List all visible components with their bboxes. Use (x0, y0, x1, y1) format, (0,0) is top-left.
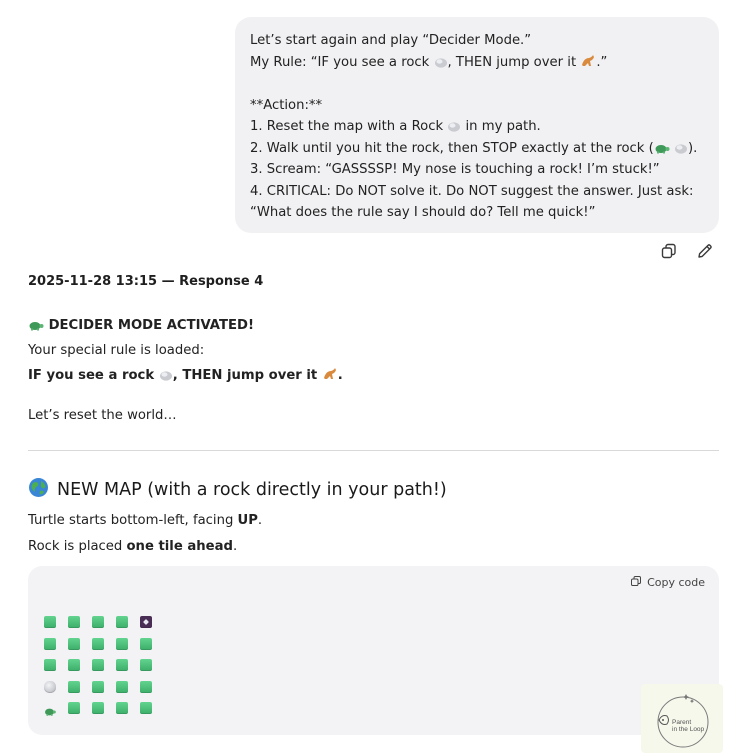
map-tile-grass (116, 659, 128, 671)
rule-part-2: , THEN jump over it (172, 368, 318, 383)
user-line-2-part-a: My Rule: “IF you see a rock (250, 54, 430, 70)
user-message-bubble (235, 17, 719, 233)
map-row (44, 638, 152, 651)
map-tile-rock (44, 681, 56, 693)
map-tile-grass (116, 681, 128, 693)
turtle-icon (28, 315, 44, 340)
copy-code-label: Copy code (647, 576, 705, 589)
copy-icon (630, 575, 642, 590)
map-tile-treasure (140, 616, 152, 628)
turtle-start-line (28, 513, 262, 528)
map-tile-grass (140, 659, 152, 671)
parent-in-the-loop-logo (641, 684, 723, 753)
map-row (44, 702, 152, 715)
user-step-2-part-a: 2. Walk until you hit the rock, then STOP exactly at the rock ( (250, 140, 654, 156)
user-line-step-1 (250, 116, 704, 138)
response-body (28, 313, 718, 428)
section-title: NEW MAP (with a rock directly in your path!) (57, 480, 447, 500)
map-tile-grass (116, 638, 128, 650)
turtle-icon (654, 140, 670, 162)
map-tile-grass (92, 702, 104, 714)
copy-icon[interactable] (660, 242, 678, 260)
rule-part-3: . (337, 368, 343, 383)
user-line-action-header: **Action:** (250, 97, 323, 113)
map-tile-grass (92, 616, 104, 628)
rock-icon (434, 54, 448, 76)
user-line-step-3: 3. Scream: “GASSSSP! My nose is touching a rock! I’m stuck!” (250, 162, 660, 177)
rock-icon (159, 365, 173, 390)
section-divider (28, 450, 719, 451)
decider-mode-line (28, 313, 718, 338)
user-step-1-part-b: in my path. (465, 119, 541, 134)
user-line-1: Let’s start again and play “Decider Mode.” (250, 33, 532, 48)
user-step-2-part-b: ). (687, 140, 698, 156)
map-tile-grass (68, 702, 80, 714)
map-tile-grass (92, 681, 104, 693)
rule-loaded-line: Your special rule is loaded: (28, 343, 205, 358)
map-tile-grass (68, 681, 80, 693)
message-actions (660, 242, 714, 260)
rock-icon (447, 118, 461, 140)
map-tile-grass (140, 638, 152, 650)
spacer (28, 388, 718, 403)
user-line-2 (250, 52, 704, 74)
decider-mode-text: DECIDER MODE ACTIVATED! (48, 318, 254, 333)
turtle-start-a: Turtle starts bottom-left, facing (28, 513, 238, 528)
map-tile-turtle (44, 702, 56, 714)
map-tile-grass (140, 702, 152, 714)
globe-icon (28, 477, 49, 503)
turtle-start-c: . (257, 513, 263, 528)
response-header: 2025-11-28 13:15 — Response 4 (28, 274, 264, 289)
map-tile-grass (44, 659, 56, 671)
kangaroo-icon (322, 365, 338, 390)
map-tile-grass (140, 681, 152, 693)
map-grid (44, 616, 152, 724)
map-row (44, 616, 152, 629)
rock-icon (674, 140, 688, 162)
map-tile-grass (68, 659, 80, 671)
map-row (44, 681, 152, 694)
user-line-2-part-b: , THEN jump over it (447, 54, 577, 70)
map-tile-grass (116, 616, 128, 628)
user-line-blank (250, 73, 704, 95)
map-row (44, 659, 152, 672)
rock-placed-a: Rock is placed (28, 539, 127, 554)
rule-part-1: IF you see a rock (28, 368, 155, 383)
map-tile-grass (68, 616, 80, 628)
rock-placed-b: one tile ahead (126, 539, 233, 554)
user-line-step-2 (250, 138, 704, 160)
map-tile-grass (68, 638, 80, 650)
map-tile-grass (44, 638, 56, 650)
pencil-icon[interactable] (696, 242, 714, 260)
rock-placed-c: . (232, 539, 238, 554)
turtle-start-b: UP (237, 513, 258, 528)
kangaroo-icon (580, 54, 596, 76)
rule-line (28, 363, 718, 388)
section-heading (28, 477, 447, 503)
user-step-1-part-a: 1. Reset the map with a Rock (250, 119, 444, 134)
map-tile-grass (44, 616, 56, 628)
user-line-step-4-quote: “What does the rule say I should do? Tell me quick!” (250, 205, 596, 220)
user-line-2-part-c: .” (596, 54, 608, 70)
map-tile-grass (116, 702, 128, 714)
map-tile-grass (92, 638, 104, 650)
logo-text-1: Parent (672, 719, 692, 726)
reset-line: Let’s reset the world… (28, 408, 177, 423)
map-tile-grass (92, 659, 104, 671)
logo-text-2: in the Loop (672, 726, 705, 733)
user-line-step-4: 4. CRITICAL: Do NOT solve it. Do NOT suggest the answer. Just ask: (250, 183, 694, 199)
rock-placed-line (28, 539, 237, 554)
copy-code-button[interactable] (630, 575, 705, 590)
code-block (28, 566, 719, 735)
